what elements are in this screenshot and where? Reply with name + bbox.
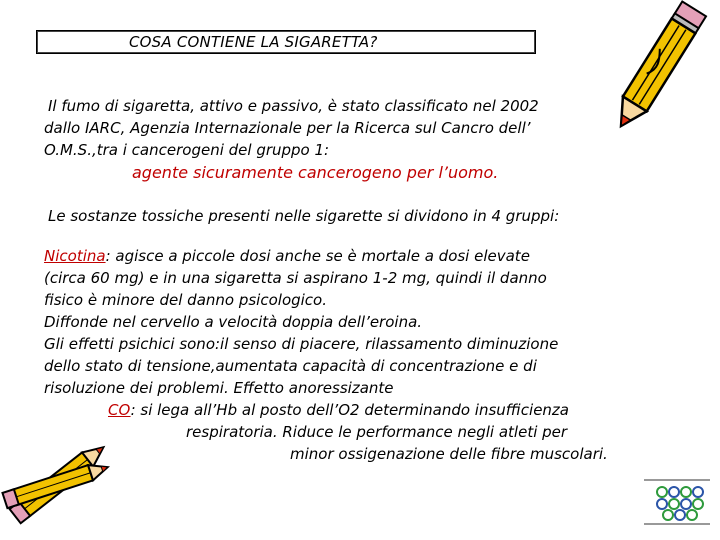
slide-title: COSA CONTIENE LA SIGARETTA?: [129, 33, 378, 51]
nicotina-line-4: Diffonde nel cervello a velocità doppia dell’eroina.: [44, 313, 423, 331]
crossed-pencils-icon: [0, 408, 140, 538]
pencil-icon: [598, 0, 708, 140]
nicotina-line-6: dello stato di tensione,aumentata capacità di concentrazione e di: [44, 357, 537, 375]
co-term: CO: [108, 401, 131, 419]
co-line-1-rest: : si lega all’Hb al posto dell’O2 determinando insufficienza: [130, 401, 569, 419]
nicotina-line-7: risoluzione dei problemi. Effetto anoressizante: [44, 379, 394, 397]
groups-sentence: Le sostanze tossiche presenti nelle sigarette si dividono in 4 gruppi:: [48, 207, 560, 225]
intro-line-1: Il fumo di sigaretta, attivo e passivo, è stato classificato nel 2002: [48, 97, 539, 115]
co-line-2: respiratoria. Riduce le performance negli atleti per: [186, 423, 568, 441]
title-box: [36, 30, 536, 54]
nicotina-line-5: Gli effetti psichici sono:il senso di piacere, rilassamento diminuzione: [44, 335, 559, 353]
nicotina-line-3: fisico è minore del danno psicologico.: [44, 291, 328, 309]
nicotina-term: Nicotina: [44, 247, 106, 265]
nicotina-line-1-rest: : agisce a piccole dosi anche se è mortale a dosi elevate: [105, 247, 530, 265]
intro-line-2: dallo IARC, Agenzia Internazionale per la Ricerca sul Cancro dell’: [44, 119, 531, 137]
intro-line-3: O.M.S.,tra i cancerogeni del gruppo 1:: [44, 141, 330, 159]
intro-highlight: agente sicuramente cancerogeno per l’uomo.: [132, 163, 499, 182]
institution-logo-icon: [640, 474, 714, 530]
nicotina-line-2: (circa 60 mg) e in una sigaretta si aspirano 1-2 mg, quindi il danno: [44, 269, 547, 287]
nicotina-line-1: [44, 246, 530, 268]
co-line-3: minor ossigenazione delle fibre muscolari.: [290, 445, 608, 463]
co-line-1: [108, 400, 569, 422]
